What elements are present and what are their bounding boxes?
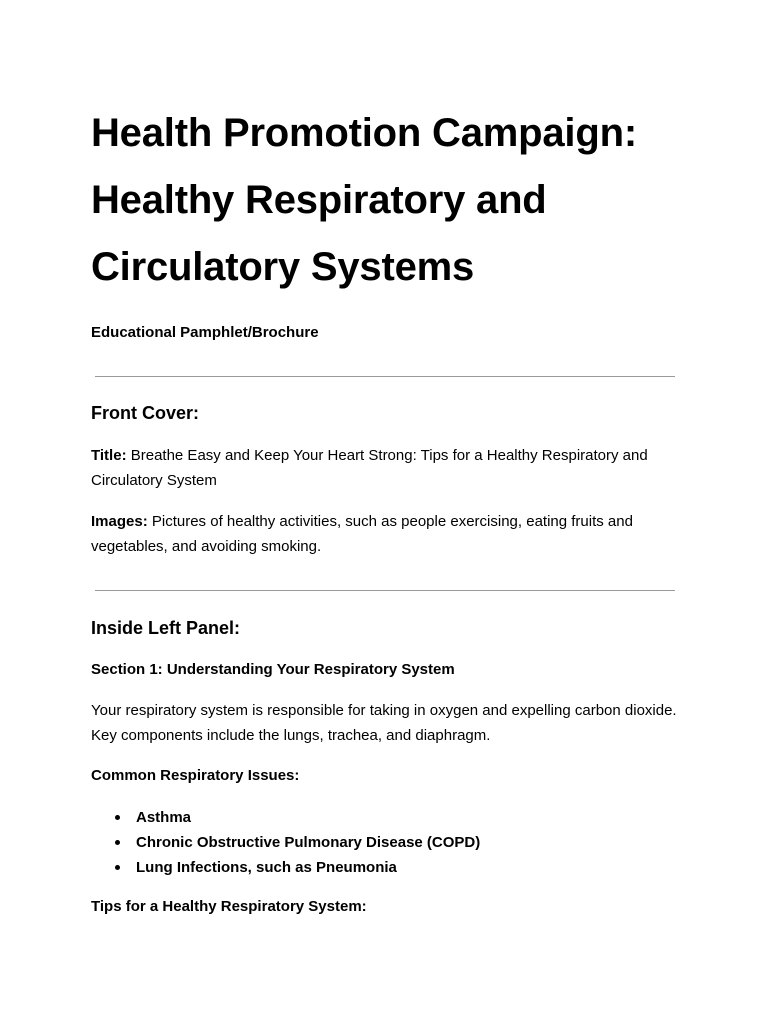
title-text: Breathe Easy and Keep Your Heart Strong: Tips for a Healthy Respiratory and Circulatory System — [91, 447, 648, 489]
horizontal-divider — [95, 376, 675, 377]
respiratory-intro-paragraph: Your respiratory system is responsible for taking in oxygen and expelling carbon dioxide. Key components include the lungs, trachea, and diaphragm. — [91, 702, 677, 744]
list-item-text: Asthma — [136, 809, 192, 826]
images-text: Pictures of healthy activities, such as people exercising, eating fruits and vegetables, and avoiding smoking. — [91, 513, 633, 555]
horizontal-divider — [95, 590, 675, 591]
front-cover-images-paragraph — [91, 509, 691, 559]
bullet-icon — [115, 815, 120, 820]
inside-left-panel-heading: Inside Left Panel: — [91, 618, 241, 638]
list-item — [91, 830, 480, 855]
bullet-icon — [115, 840, 120, 845]
common-issues-label: Common Respiratory Issues: — [91, 767, 300, 784]
section-1-title: Section 1: Understanding Your Respiratory System — [91, 661, 455, 678]
page-title: Health Promotion Campaign: Healthy Respiratory and Circulatory Systems — [91, 111, 637, 289]
list-item — [91, 805, 480, 830]
list-item-text: Chronic Obstructive Pulmonary Disease (COPD) — [136, 834, 481, 851]
images-label: Images: — [91, 513, 148, 530]
front-cover-heading: Front Cover: — [91, 403, 199, 423]
title-label: Title: — [91, 447, 127, 464]
front-cover-title-paragraph — [91, 443, 691, 493]
respiratory-issues-list — [91, 805, 480, 880]
bullet-icon — [115, 865, 120, 870]
list-item — [91, 855, 480, 880]
tips-label: Tips for a Healthy Respiratory System: — [91, 898, 367, 915]
list-item-text: Lung Infections, such as Pneumonia — [136, 859, 397, 876]
document-subtitle: Educational Pamphlet/Brochure — [91, 324, 319, 341]
